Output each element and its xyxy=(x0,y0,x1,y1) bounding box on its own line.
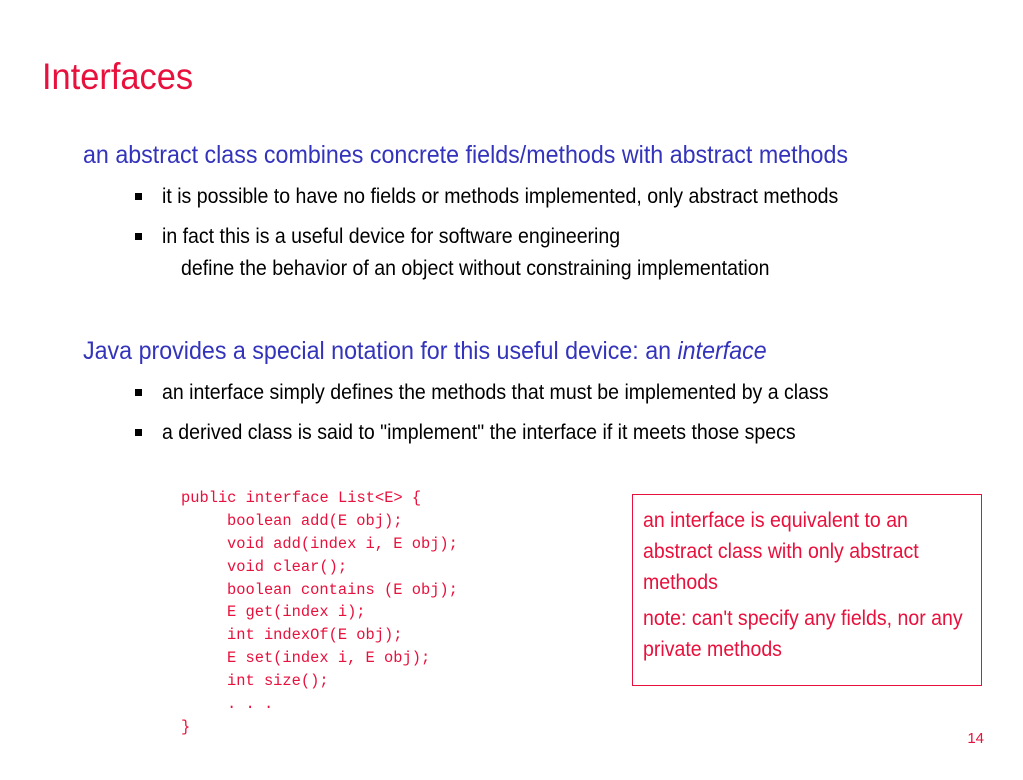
bullet-square-icon xyxy=(135,233,142,240)
section1-heading: an abstract class combines concrete fields/methods with abstract methods xyxy=(83,141,849,169)
bullet-square-icon xyxy=(135,193,142,200)
slide-title: Interfaces xyxy=(42,56,194,97)
section2-heading xyxy=(83,337,767,366)
section1-bullet-1: it is possible to have no fields or methods implemented, only abstract methods xyxy=(162,185,839,208)
code-line: void clear(); xyxy=(227,557,348,576)
section1-bullet-2: in fact this is a useful device for software engineering xyxy=(162,225,621,248)
code-line: void add(index i, E obj); xyxy=(227,534,458,553)
code-line: } xyxy=(181,717,191,736)
code-line: . . . xyxy=(227,695,274,714)
note-paragraph: note: can't specify any fields, nor any private methods xyxy=(643,607,963,661)
code-line: public interface List<E> { xyxy=(181,489,422,507)
section2-bullet-1: an interface simply defines the methods that must be implemented by a class xyxy=(162,381,829,404)
code-line: int size(); xyxy=(227,672,329,691)
code-line: boolean add(E obj); xyxy=(227,511,403,530)
note-paragraph: an interface is equivalent to an abstract class with only abstract methods xyxy=(643,509,919,594)
code-block xyxy=(181,487,458,739)
code-line: int indexOf(E obj); xyxy=(227,626,403,645)
section2-heading-text: Java provides a special notation for this useful device: an xyxy=(83,337,678,365)
code-line: boolean contains (E obj); xyxy=(227,580,458,599)
bullet-square-icon xyxy=(135,389,142,396)
code-line: E set(index i, E obj); xyxy=(227,649,431,668)
section1-bullet-2-continuation: define the behavior of an object without constraining implementation xyxy=(181,257,770,280)
page-number: 14 xyxy=(967,730,984,747)
note-box xyxy=(632,494,982,686)
code-line: E get(index i); xyxy=(227,603,366,622)
bullet-square-icon xyxy=(135,429,142,436)
section2-bullet-2: a derived class is said to "implement" the interface if it meets those specs xyxy=(162,421,796,444)
section2-heading-emphasis: interface xyxy=(677,337,767,365)
